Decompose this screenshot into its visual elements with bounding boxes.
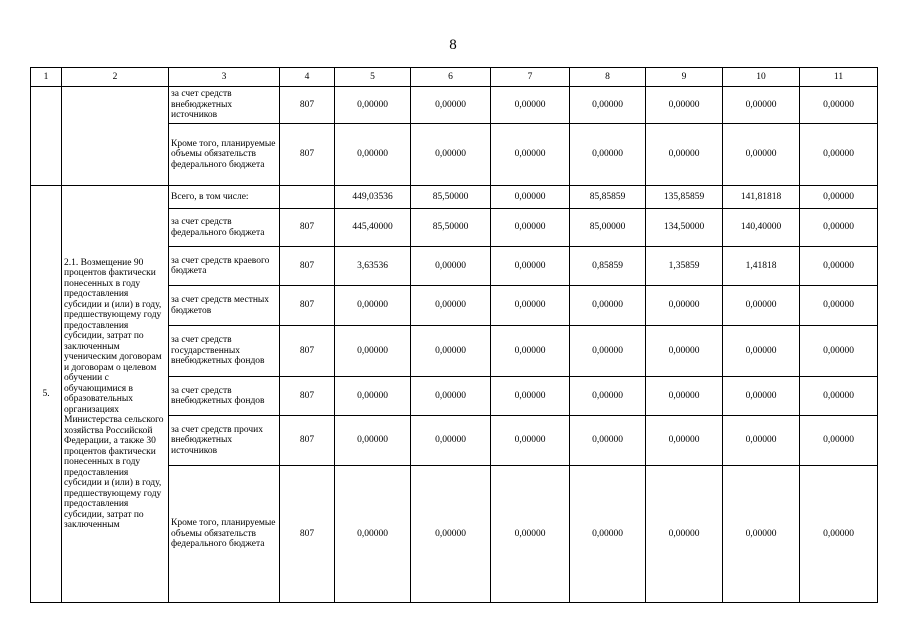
value-cell: 0,00000 <box>491 286 570 326</box>
code-cell: 807 <box>280 247 335 286</box>
funding-source: за счет средств краевого бюджета <box>169 247 280 286</box>
value-cell: 0,00000 <box>646 326 723 377</box>
column-header: 1 <box>31 68 62 87</box>
value-cell: 0,00000 <box>335 377 411 416</box>
value-cell: 0,00000 <box>411 416 491 466</box>
funding-source: за счет средств прочих внебюджетных источников <box>169 416 280 466</box>
value-cell: 85,50000 <box>411 186 491 209</box>
funding-source: за счет средств федерального бюджета <box>169 209 280 247</box>
value-cell: 0,00000 <box>335 416 411 466</box>
value-cell: 3,63536 <box>335 247 411 286</box>
index-cell: 5. <box>31 186 62 603</box>
value-cell: 0,00000 <box>491 326 570 377</box>
value-cell: 0,00000 <box>723 124 800 186</box>
value-cell: 0,00000 <box>800 466 878 603</box>
value-cell: 0,00000 <box>570 416 646 466</box>
value-cell: 0,00000 <box>491 87 570 124</box>
value-cell: 0,00000 <box>411 87 491 124</box>
value-cell: 0,00000 <box>491 186 570 209</box>
funding-source: за счет средств местных бюджетов <box>169 286 280 326</box>
value-cell: 0,00000 <box>723 286 800 326</box>
code-cell: 807 <box>280 124 335 186</box>
value-cell: 135,85859 <box>646 186 723 209</box>
value-cell: 0,00000 <box>570 124 646 186</box>
value-cell: 0,00000 <box>411 466 491 603</box>
event-cell: 2.1. Возмещение 90 процентов фактически понесенных в году предоставления субсидии и (или) в году, предшествующему году предоставления субсидии, затрат по заключенным ученическим договорам и договорам о целевом обучении с обучающимися в образовательных организациях Министерства сельского хозяйства Российской Федерации, а также 30 процентов фактически понесенных в году предоставления субсидии и (или) в году, предшествующему году предоставления субсидии, затрат по заключенным <box>62 186 169 603</box>
index-cell <box>31 87 62 186</box>
value-cell: 0,00000 <box>491 377 570 416</box>
value-cell: 0,00000 <box>335 124 411 186</box>
event-cell <box>62 87 169 186</box>
value-cell: 0,00000 <box>723 416 800 466</box>
value-cell: 0,00000 <box>491 416 570 466</box>
code-cell: 807 <box>280 286 335 326</box>
value-cell: 0,00000 <box>570 286 646 326</box>
value-cell: 445,40000 <box>335 209 411 247</box>
value-cell: 1,35859 <box>646 247 723 286</box>
value-cell: 1,41818 <box>723 247 800 286</box>
value-cell: 0,00000 <box>800 87 878 124</box>
value-cell: 0,00000 <box>411 286 491 326</box>
value-cell: 141,81818 <box>723 186 800 209</box>
value-cell: 0,00000 <box>800 124 878 186</box>
value-cell: 0,00000 <box>570 377 646 416</box>
code-cell: 807 <box>280 87 335 124</box>
code-cell: 807 <box>280 466 335 603</box>
funding-source: Всего, в том числе: <box>169 186 280 209</box>
value-cell: 0,00000 <box>646 466 723 603</box>
funding-source: Кроме того, планируемые объемы обязательств федерального бюджета <box>169 466 280 603</box>
column-header: 2 <box>62 68 169 87</box>
value-cell: 85,00000 <box>570 209 646 247</box>
value-cell: 0,00000 <box>570 87 646 124</box>
value-cell: 85,50000 <box>411 209 491 247</box>
value-cell: 85,85859 <box>570 186 646 209</box>
value-cell: 0,00000 <box>411 124 491 186</box>
value-cell: 0,00000 <box>800 247 878 286</box>
funding-source: за счет средств внебюджетных источников <box>169 87 280 124</box>
value-cell: 0,00000 <box>646 87 723 124</box>
value-cell: 0,00000 <box>723 377 800 416</box>
code-cell: 807 <box>280 377 335 416</box>
value-cell: 0,00000 <box>570 326 646 377</box>
value-cell: 0,00000 <box>411 247 491 286</box>
value-cell: 0,00000 <box>335 466 411 603</box>
code-cell: 807 <box>280 326 335 377</box>
table-row <box>31 186 878 209</box>
column-header: 9 <box>646 68 723 87</box>
value-cell: 0,00000 <box>411 377 491 416</box>
column-header: 11 <box>800 68 878 87</box>
code-cell: 807 <box>280 416 335 466</box>
column-header: 4 <box>280 68 335 87</box>
value-cell: 0,00000 <box>800 186 878 209</box>
value-cell: 0,00000 <box>723 326 800 377</box>
column-header: 3 <box>169 68 280 87</box>
value-cell: 0,00000 <box>723 87 800 124</box>
column-header: 5 <box>335 68 411 87</box>
column-header: 10 <box>723 68 800 87</box>
column-header: 6 <box>411 68 491 87</box>
value-cell: 0,00000 <box>335 326 411 377</box>
value-cell: 0,00000 <box>335 87 411 124</box>
value-cell: 0,85859 <box>570 247 646 286</box>
value-cell: 0,00000 <box>800 377 878 416</box>
column-header: 7 <box>491 68 570 87</box>
value-cell: 0,00000 <box>491 247 570 286</box>
value-cell: 0,00000 <box>491 209 570 247</box>
funding-source: Кроме того, планируемые объемы обязательств федерального бюджета <box>169 124 280 186</box>
code-cell <box>280 186 335 209</box>
funding-source: за счет средств государственных внебюджетных фондов <box>169 326 280 377</box>
value-cell: 0,00000 <box>335 286 411 326</box>
page-number: 8 <box>449 37 457 53</box>
funding-source: за счет средств внебюджетных фондов <box>169 377 280 416</box>
value-cell: 0,00000 <box>800 326 878 377</box>
value-cell: 0,00000 <box>646 286 723 326</box>
value-cell: 0,00000 <box>491 124 570 186</box>
value-cell: 0,00000 <box>646 377 723 416</box>
value-cell: 0,00000 <box>646 416 723 466</box>
table-row <box>31 87 878 124</box>
value-cell: 449,03536 <box>335 186 411 209</box>
value-cell: 0,00000 <box>800 416 878 466</box>
value-cell: 134,50000 <box>646 209 723 247</box>
value-cell: 0,00000 <box>570 466 646 603</box>
value-cell: 140,40000 <box>723 209 800 247</box>
value-cell: 0,00000 <box>491 466 570 603</box>
value-cell: 0,00000 <box>800 209 878 247</box>
value-cell: 0,00000 <box>411 326 491 377</box>
code-cell: 807 <box>280 209 335 247</box>
value-cell: 0,00000 <box>723 466 800 603</box>
column-header: 8 <box>570 68 646 87</box>
value-cell: 0,00000 <box>646 124 723 186</box>
header-row <box>31 68 878 87</box>
budget-table <box>30 67 878 603</box>
value-cell: 0,00000 <box>800 286 878 326</box>
